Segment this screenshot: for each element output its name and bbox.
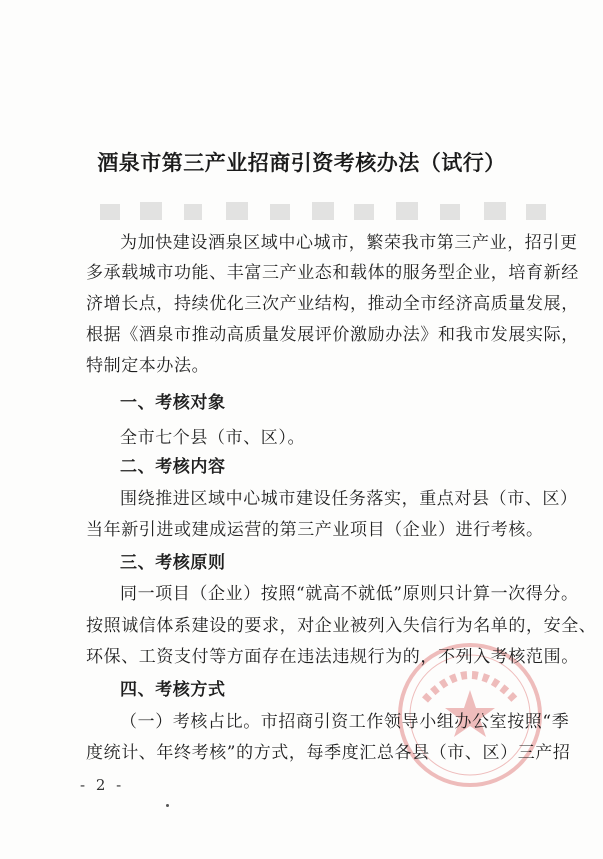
- scan-speck: [166, 804, 169, 807]
- intro-line-1: 为加快建设酒泉区域中心城市，繁荣我市第三产业，招引更: [120, 233, 578, 253]
- section-3-body-1: 同一项目（企业）按照“就高不就低”原则只计算一次得分。: [120, 584, 579, 604]
- section-2-body-1: 围绕推进区域中心城市建设任务落实，重点对县（市、区）: [120, 489, 578, 509]
- reverse-side-bleed: [100, 196, 550, 226]
- section-3-body-3: 环保、工资支付等方面存在违法违规行为的，不列入考核范围。: [86, 647, 579, 667]
- section-3-heading: 三、考核原则: [120, 553, 226, 573]
- section-4-body-1: （一）考核占比。市招商引资工作领导小组办公室按照“季: [120, 712, 570, 732]
- page-number: - 2 -: [80, 776, 125, 794]
- section-1-body-1: 全市七个县（市、区）。: [120, 428, 306, 448]
- document-title: 酒泉市第三产业招商引资考核办法（试行）: [97, 151, 506, 175]
- intro-line-2: 多承载城市功能、丰富三产业态和载体的服务型企业，培育新经: [86, 263, 579, 283]
- section-1-heading: 一、考核对象: [120, 393, 226, 413]
- section-2-body-2: 当年新引进或建成运营的第三产业项目（企业）进行考核。: [86, 520, 544, 540]
- section-4-heading: 四、考核方式: [120, 680, 226, 700]
- section-4-body-2: 度统计、年终考核”的方式，每季度汇总各县（市、区）三产招: [86, 743, 571, 763]
- section-2-heading: 二、考核内容: [120, 457, 226, 477]
- section-3-body-2: 按照诚信体系建设的要求，对企业被列入失信行为名单的，安全、: [86, 616, 597, 636]
- intro-line-3: 济增长点，持续优化三次产业结构，推动全市经济高质量发展，: [86, 294, 579, 314]
- intro-line-5: 特制定本办法。: [86, 356, 210, 376]
- intro-line-4: 根据《酒泉市推动高质量发展评价激励办法》和我市发展实际，: [86, 325, 579, 345]
